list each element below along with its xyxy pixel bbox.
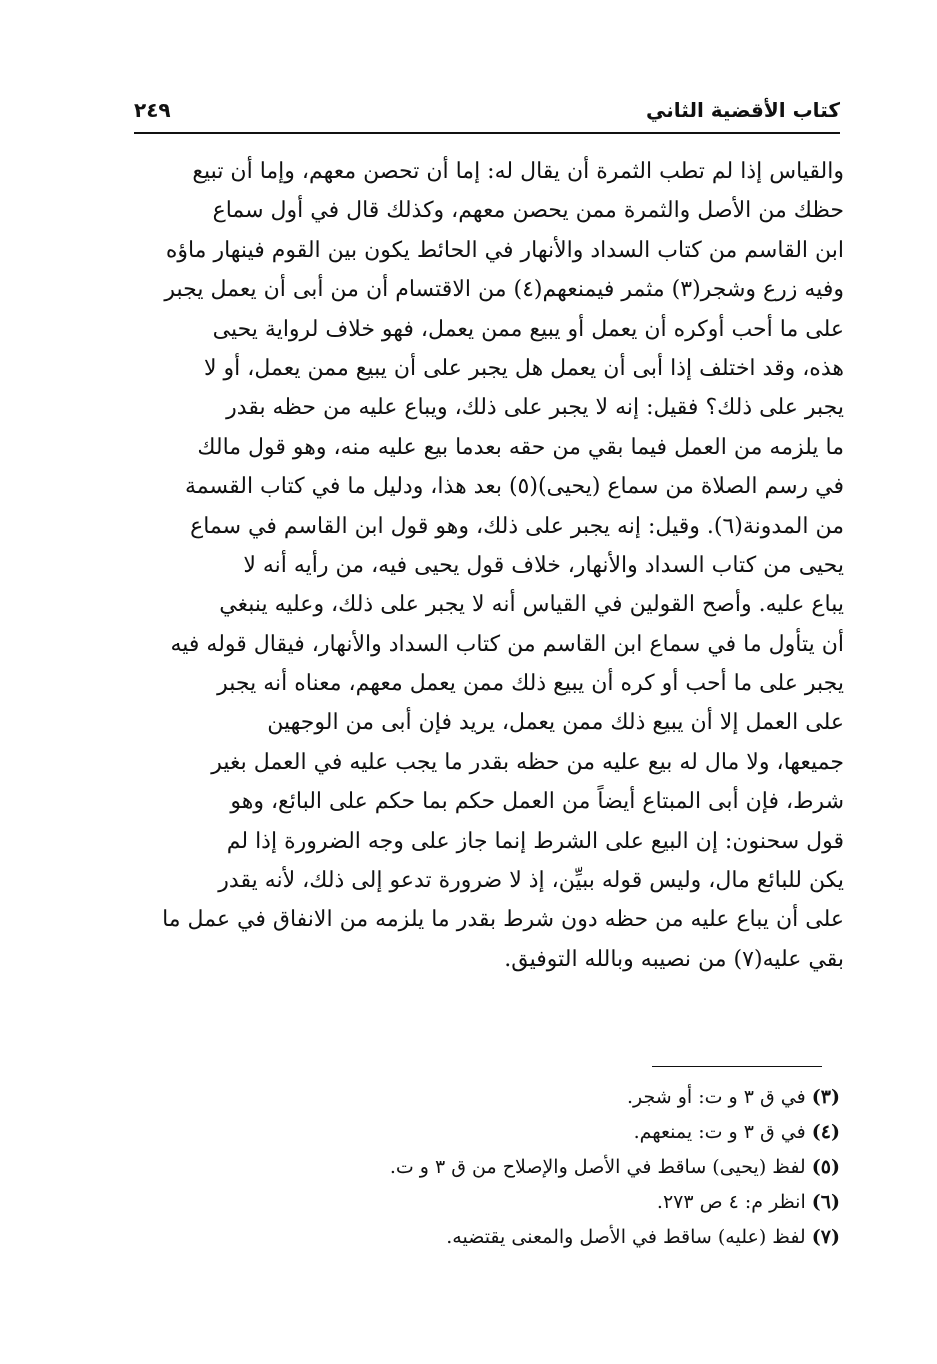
footnote-text: لفظ (عليه) ساقط في الأصل والمعنى يقتضيه.	[446, 1226, 806, 1248]
text-line: يجبر على ذلك؟ فقيل: إنه لا يجبر على ذلك، ويباع عليه من حظه بقدر	[226, 395, 844, 421]
text-line: على ما أحب أوكره أن يعمل أو يبيع ممن يعمل، فهو خلاف لرواية يحيى	[212, 316, 844, 342]
footnote-separator	[652, 1066, 822, 1067]
text-line: على العمل إلا أن يبيع ذلك ممن يعمل، يريد فإن أبى من الوجهين	[267, 710, 844, 736]
text-line: ابن القاسم من كتاب السداد والأنهار في الحائط يكون بين القوم فينهار ماؤه	[165, 237, 844, 263]
running-title: كتاب الأقضية الثاني	[646, 98, 840, 122]
header-rule	[134, 132, 840, 134]
text-line: يكن للبائع مال، وليس قوله ببيِّن، إذ لا ضرورة تدعو إلى ذلك، لأنه يقدر	[218, 868, 844, 894]
footnotes	[300, 1080, 840, 1255]
footnote-item	[300, 1150, 840, 1185]
footnote-number: (٦)	[811, 1191, 840, 1213]
footnote-number: (٥)	[811, 1156, 840, 1178]
text-line: يباع عليه. وأصح القولين في القياس أنه لا يجبر على ذلك، وعليه ينبغي	[219, 592, 844, 618]
footnote-item	[300, 1080, 840, 1115]
footnote-text: في ق ٣ و ت: أو شجر.	[626, 1086, 806, 1108]
text-line: على أن يباع عليه من حظه دون شرط بقدر ما يلزمه من الانفاق في عمل ما	[162, 907, 844, 933]
footnote-item	[300, 1185, 840, 1220]
footnote-number: (٤)	[811, 1121, 840, 1143]
text-line: حظك من الأصل والثمرة ممن يحصن معهم، وكذلك قال في أول سماع	[212, 198, 844, 224]
text-line: وفيه زرع وشجر(٣) مثمر فيمنعهم(٤) من الاقتسام أن من أبى أن يعمل يجبر	[164, 277, 844, 303]
page-header	[134, 98, 840, 132]
text-line: يحيى من كتاب السداد والأنهار، خلاف قول يحيى فيه، من رأيه أنه لا	[243, 552, 844, 578]
text-line: هذه، وقد اختلف إذا أبى أن يعمل هل يجبر على أن يبيع ممن يعمل، أو لا	[204, 355, 844, 381]
text-line: قول سحنون: إن البيع على الشرط إنما جاز على وجه الضرورة إذا لم	[226, 828, 844, 854]
text-line: بقي عليه(٧) من نصيبه وبالله التوفيق.	[504, 946, 844, 972]
text-line: أن يتأول ما في سماع ابن القاسم من كتاب السداد والأنهار، فيقال قوله فيه	[170, 631, 844, 657]
page-number: ٢٤٩	[134, 98, 171, 122]
main-text	[132, 152, 844, 979]
text-line: يجبر على ما أحب أو كره أن يبيع ذلك ممن يعمل معهم، معناه أنه يجبر	[217, 671, 844, 697]
text-line: ما يلزمه من العمل فيما بقي من حقه بعدما بيع عليه منه، وهو قول مالك	[197, 434, 844, 460]
footnote-text: في ق ٣ و ت: يمنعهم.	[633, 1121, 806, 1143]
text-line: جميعها، ولا مال له بيع عليه من حظه بقدر ما يجب عليه في العمل بغير	[211, 749, 844, 775]
text-line: من المدونة(٦). وقيل: إنه يجبر على ذلك، وهو قول ابن القاسم في سماع	[190, 513, 844, 539]
footnote-item	[300, 1220, 840, 1255]
text-line: شرط، فإن أبى المبتاع أيضاً من العمل حكم بما حكم على البائع، وهو	[230, 789, 844, 815]
footnote-number: (٧)	[811, 1226, 840, 1248]
text-line: والقياس إذا لم تطب الثمرة أن يقال له: إما أن تحصن معهم، وإما أن تبيع	[192, 159, 844, 184]
footnote-item	[300, 1115, 840, 1150]
footnote-text: لفظ (يحيى) ساقط في الأصل والإصلاح من ق ٣ و ت.	[389, 1156, 806, 1178]
footnote-number: (٣)	[811, 1086, 840, 1108]
text-line: في رسم الصلاة من سماع (يحيى)(٥) بعد هذا، ودليل ما في كتاب القسمة	[184, 474, 844, 500]
footnote-text: انظر م: ٤ ص ٢٧٣.	[656, 1191, 806, 1213]
